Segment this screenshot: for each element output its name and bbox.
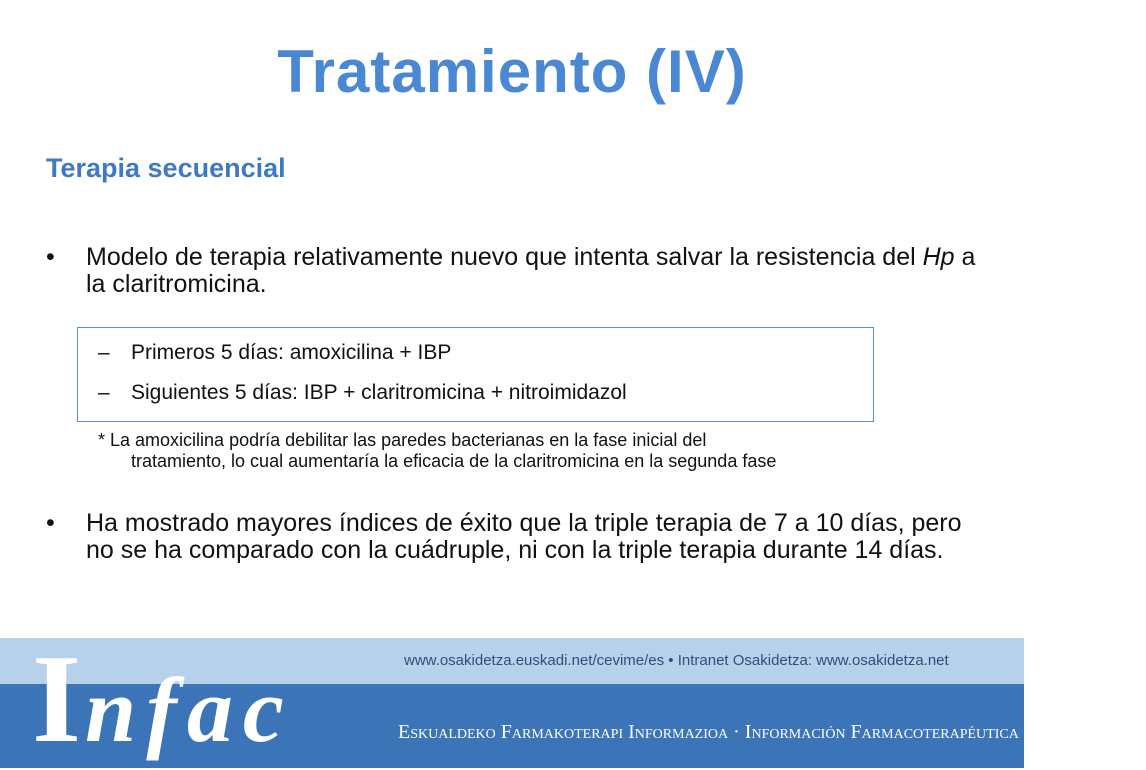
- slide-subtitle: Terapia secuencial: [46, 153, 286, 183]
- footer-tagline: Eskualdeko Farmakoterapi Informazioa · Información Farmacoterapéutica de la Comarca: [398, 721, 1146, 743]
- bullet-text-1: [86, 244, 996, 298]
- dash-symbol: –: [98, 381, 110, 404]
- sub-item-1: [98, 340, 451, 366]
- footnote-line-1: * La amoxicilina podría debilitar las paredes bacterianas en la fase inicial del: [98, 430, 707, 450]
- bullet-text-1-start: Modelo de terapia relativamente nuevo que intenta salvar la resistencia del: [86, 243, 923, 271]
- logo-rest: nfac: [85, 659, 294, 761]
- bullet-item-2: [46, 510, 996, 564]
- footnote-line-2: tratamiento, lo cual aumentaría la eficacia de la claritromicina en la segunda fase: [131, 451, 777, 471]
- logo-initial: I: [32, 630, 86, 769]
- sub-item-text-1: Primeros 5 días: amoxicilina + IBP: [131, 341, 452, 364]
- sub-item-2: [98, 380, 627, 406]
- sub-item-text-2: Siguientes 5 días: IBP + claritromicina + nitroimidazol: [131, 381, 627, 404]
- footer-banner: [0, 630, 1146, 769]
- sequential-regimen-box: [77, 327, 874, 422]
- bullet-symbol: •: [46, 509, 55, 537]
- bullet-text-1-italic: Hp: [922, 243, 955, 271]
- footer-links: www.osakidetza.euskadi.net/cevime/es • Intranet Osakidetza: www.osakidetza.net: [404, 652, 949, 669]
- infac-logo: [32, 630, 294, 770]
- bullet-item-1: [46, 244, 996, 298]
- bullet-symbol: •: [46, 243, 55, 271]
- dash-symbol: –: [98, 341, 110, 364]
- bullet-text-1-end: a la claritromicina.: [86, 243, 976, 298]
- bullet-text-2: Ha mostrado mayores índices de éxito que la triple terapia de 7 a 10 días, pero no se ha comparado con la cuádruple, ni con la triple terapia durante 14 días.: [86, 509, 962, 564]
- slide-title: Tratamiento (IV): [277, 38, 747, 105]
- footnote: [98, 430, 978, 472]
